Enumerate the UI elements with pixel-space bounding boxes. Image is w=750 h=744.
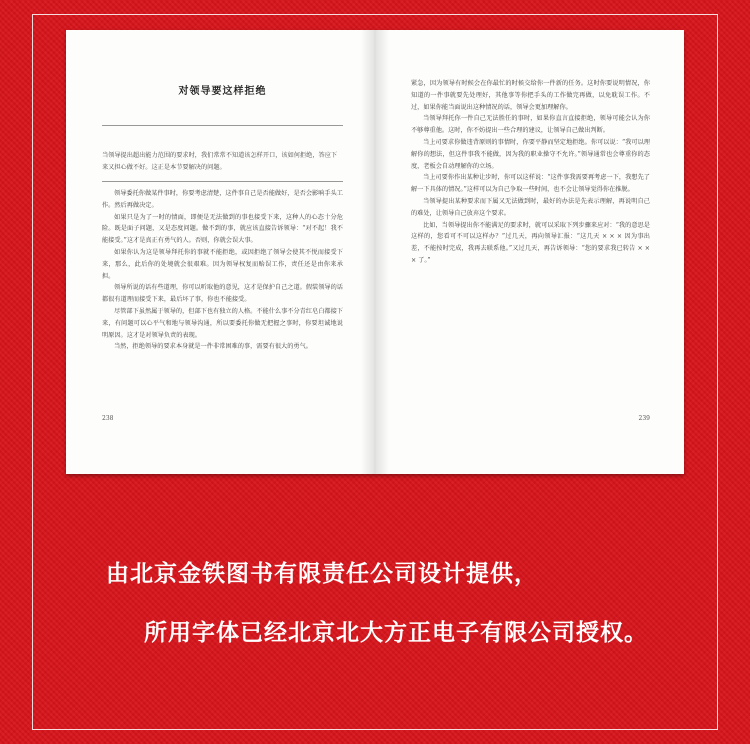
credit-line-font-license: 所用字体已经北京北大方正电子有限公司授权。 xyxy=(144,620,648,646)
divider-bottom xyxy=(102,181,343,182)
page-number-left: 238 xyxy=(102,415,114,422)
paragraph: 当上司要求你做违背原则的事情时，你要平静而坚定地拒绝。你可以说：“我可以理解你的想法，但这件事我不能做，因为我的职业操守不允许。”领导通常也会尊重你的态度，老板会自动理解你的立场。 xyxy=(411,138,650,170)
chapter-title: 对领导要这样拒绝 xyxy=(178,86,267,97)
divider-top xyxy=(102,125,343,126)
page-number-right: 239 xyxy=(638,415,650,422)
right-page xyxy=(375,30,684,474)
paragraph: 当上司要你作出某种让步时，你可以这样说：“这件事我需要再考虑一下，我想先了解一下具体的情况。”这样可以为自己争取一些时间，也不会让领导觉得你在推脱。 xyxy=(411,174,650,194)
left-body-text xyxy=(102,188,343,353)
paragraph: 当领导拜托你一件自己无法胜任的事时，如果你直言直接拒绝，领导可能会认为你不够尊重他。这时，你不妨提出一些合理的建议，让领导自己做出判断。 xyxy=(411,115,650,135)
open-book xyxy=(66,30,684,474)
chapter-intro: 当领导提出超出能力范围的要求时，我们常常不知道该怎样开口，该如何拒绝，答应下来又担心做不好。这正是本节要解决的问题。 xyxy=(102,152,338,171)
left-page xyxy=(66,30,375,474)
paragraph: 当然，拒绝领导的要求本身就是一件非常困难的事，需要有很大的勇气。 xyxy=(114,343,312,351)
paragraph: 尽管部下虽然属于领导的，但部下也有独立的人格。不能什么事不分青红皂白都接下来，有问题可以心平气和地与领导沟通，所以要委托你做无把握之事时，你要坦诚地说明原因。这才是对领导负责的表现。 xyxy=(102,307,343,339)
paragraph: 如果只是为了一时的情面，即便是无法做到的事也接受下来，这种人的心态十分危险。既是面子问题，又是态度问题。做不到的事，就应该直接告诉领导：“对不起！我不能接受。”这才是真正有勇气的人。否则，你就会误大事。 xyxy=(102,213,343,245)
paragraph: 当领导提出某种要求而下属又无法做到时，最好的办法是先表示理解，再说明自己的难处，让领导自己放弃这个要求。 xyxy=(411,197,650,217)
paragraph: 如果你认为这是领导拜托你的事就不能拒绝，或因拒绝了领导会使其不悦而接受下来，那么，此后你的处境就会很艰难。因为领导权复而贻误工作，责任还是由你来承担。 xyxy=(102,248,343,280)
right-body-text xyxy=(411,78,650,267)
paragraph: 领导委托你做某件事时，你要考虑清楚，这件事自己是否能做好，是否会影响手头工作。然后再做决定。 xyxy=(102,190,343,209)
paragraph: 领导所说的话有些道理，你可以听取他的意见，这才是保护自己之道。假装领导的话都很有道理而接受下来，最后坏了事，你也不能接受。 xyxy=(102,284,343,304)
paragraph: 紧急，因为领导有时候会在你最忙的时候交给你一件新的任务。这时你要说明情况，你知道的一件事就要先处理好，其他事等你把手头的工作做完再做，以免耽误工作。不过，如果你能当面说出这种情况的话，领导会更加理解你。 xyxy=(411,80,650,111)
credit-line-design: 由北京金铁图书有限责任公司设计提供， xyxy=(106,561,538,587)
paragraph: 比如，当领导提出你不能满足的要求时，就可以采取下列步骤来应对：“我的意思是这样的，您看可不可以这样办？”过几天，再向领导汇报：“这几天 × × × 因为事出差，不能按时完成，我再去联系他。”又过几天，再告诉领导：“您的要求我已转告 × × × 了。” xyxy=(411,221,650,264)
